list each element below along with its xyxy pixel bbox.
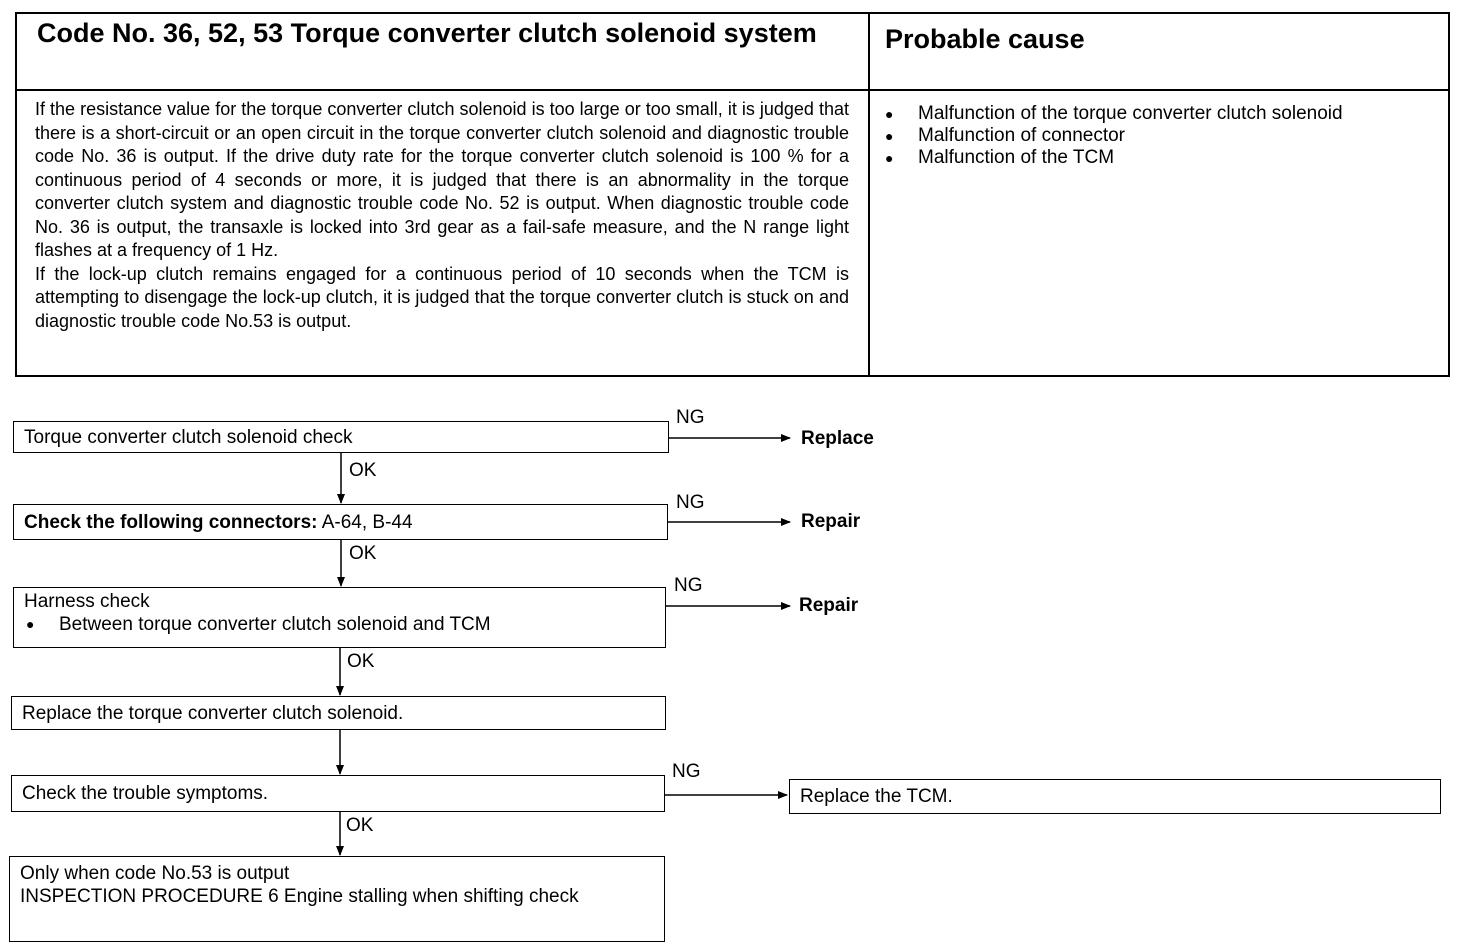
description-paragraph: If the lock-up clutch remains engaged for a continuous period of 10 seconds when the TCM is attempting to disengage the lock-up clutch, it is judged that the torque converter clutch is stuck on and diagnostic trouble code No.53 is output. [35, 263, 849, 331]
step-connector-check [13, 504, 668, 540]
ng-label: NG [676, 407, 705, 428]
step-reference: INSPECTION PROCEDURE 6 Engine stalling when shifting check [20, 886, 579, 907]
ok-label: OK [349, 543, 377, 564]
ok-label: OK [347, 651, 375, 672]
ok-label: OK [346, 815, 374, 836]
step-label [24, 511, 413, 534]
step-harness-check [13, 587, 666, 648]
step-label: Replace the torque converter clutch solenoid. [22, 702, 404, 724]
step-label-bold: Check the following connectors: [24, 511, 318, 533]
ok-label: OK [349, 460, 377, 481]
result-repair: Repair [801, 511, 861, 532]
step-replace-solenoid [11, 696, 666, 730]
probable-cause-heading: Probable cause [885, 24, 1085, 54]
step-solenoid-check [13, 421, 669, 453]
step-label: Replace the TCM. [800, 786, 953, 807]
cause-item: ● Malfunction of connector [885, 125, 1445, 147]
step-replace-tcm [789, 779, 1441, 814]
step-label: Check the trouble symptoms. [22, 783, 269, 804]
step-label: Only when code No.53 is output [20, 863, 290, 884]
description-paragraph: If the resistance value for the torque converter clutch solenoid is too large or too small, it is judged that there is a short-circuit or an open circuit in the torque converter clutch solenoid and diagnostic trouble code No. 36 is output. If the drive duty rate for the torque converter clutch solenoid is 100 % for a continuous period of 4 seconds or more, it is judged that there is an abnormality in the torque converter clutch system and diagnostic trouble code No. 52 is output. When diagnostic trouble code No. 36 is output, the transaxle is locked into 3rd gear as a fail-safe measure, and the N range light flashes at a frequency of 1 Hz. [35, 99, 849, 260]
step-check-symptoms [11, 775, 665, 812]
result-repair: Repair [799, 595, 859, 616]
cause-item: ● Malfunction of the TCM [885, 147, 1445, 169]
code-title: Code No. 36, 52, 53 Torque converter clutch solenoid system [37, 18, 817, 48]
ng-label: NG [672, 761, 701, 782]
cause-item: ● Malfunction of the torque converter clutch solenoid [885, 103, 1445, 125]
ng-label: NG [674, 575, 703, 596]
step-inspection-procedure [9, 856, 665, 942]
connector-ids: A-64, B-44 [321, 511, 413, 533]
step-label: Harness check [24, 591, 150, 612]
result-replace: Replace [801, 428, 874, 449]
ng-label: NG [676, 492, 705, 513]
step-bullet: ● Between torque converter clutch solenoid and TCM [24, 613, 655, 636]
step-label: Torque converter clutch solenoid check [24, 426, 353, 448]
